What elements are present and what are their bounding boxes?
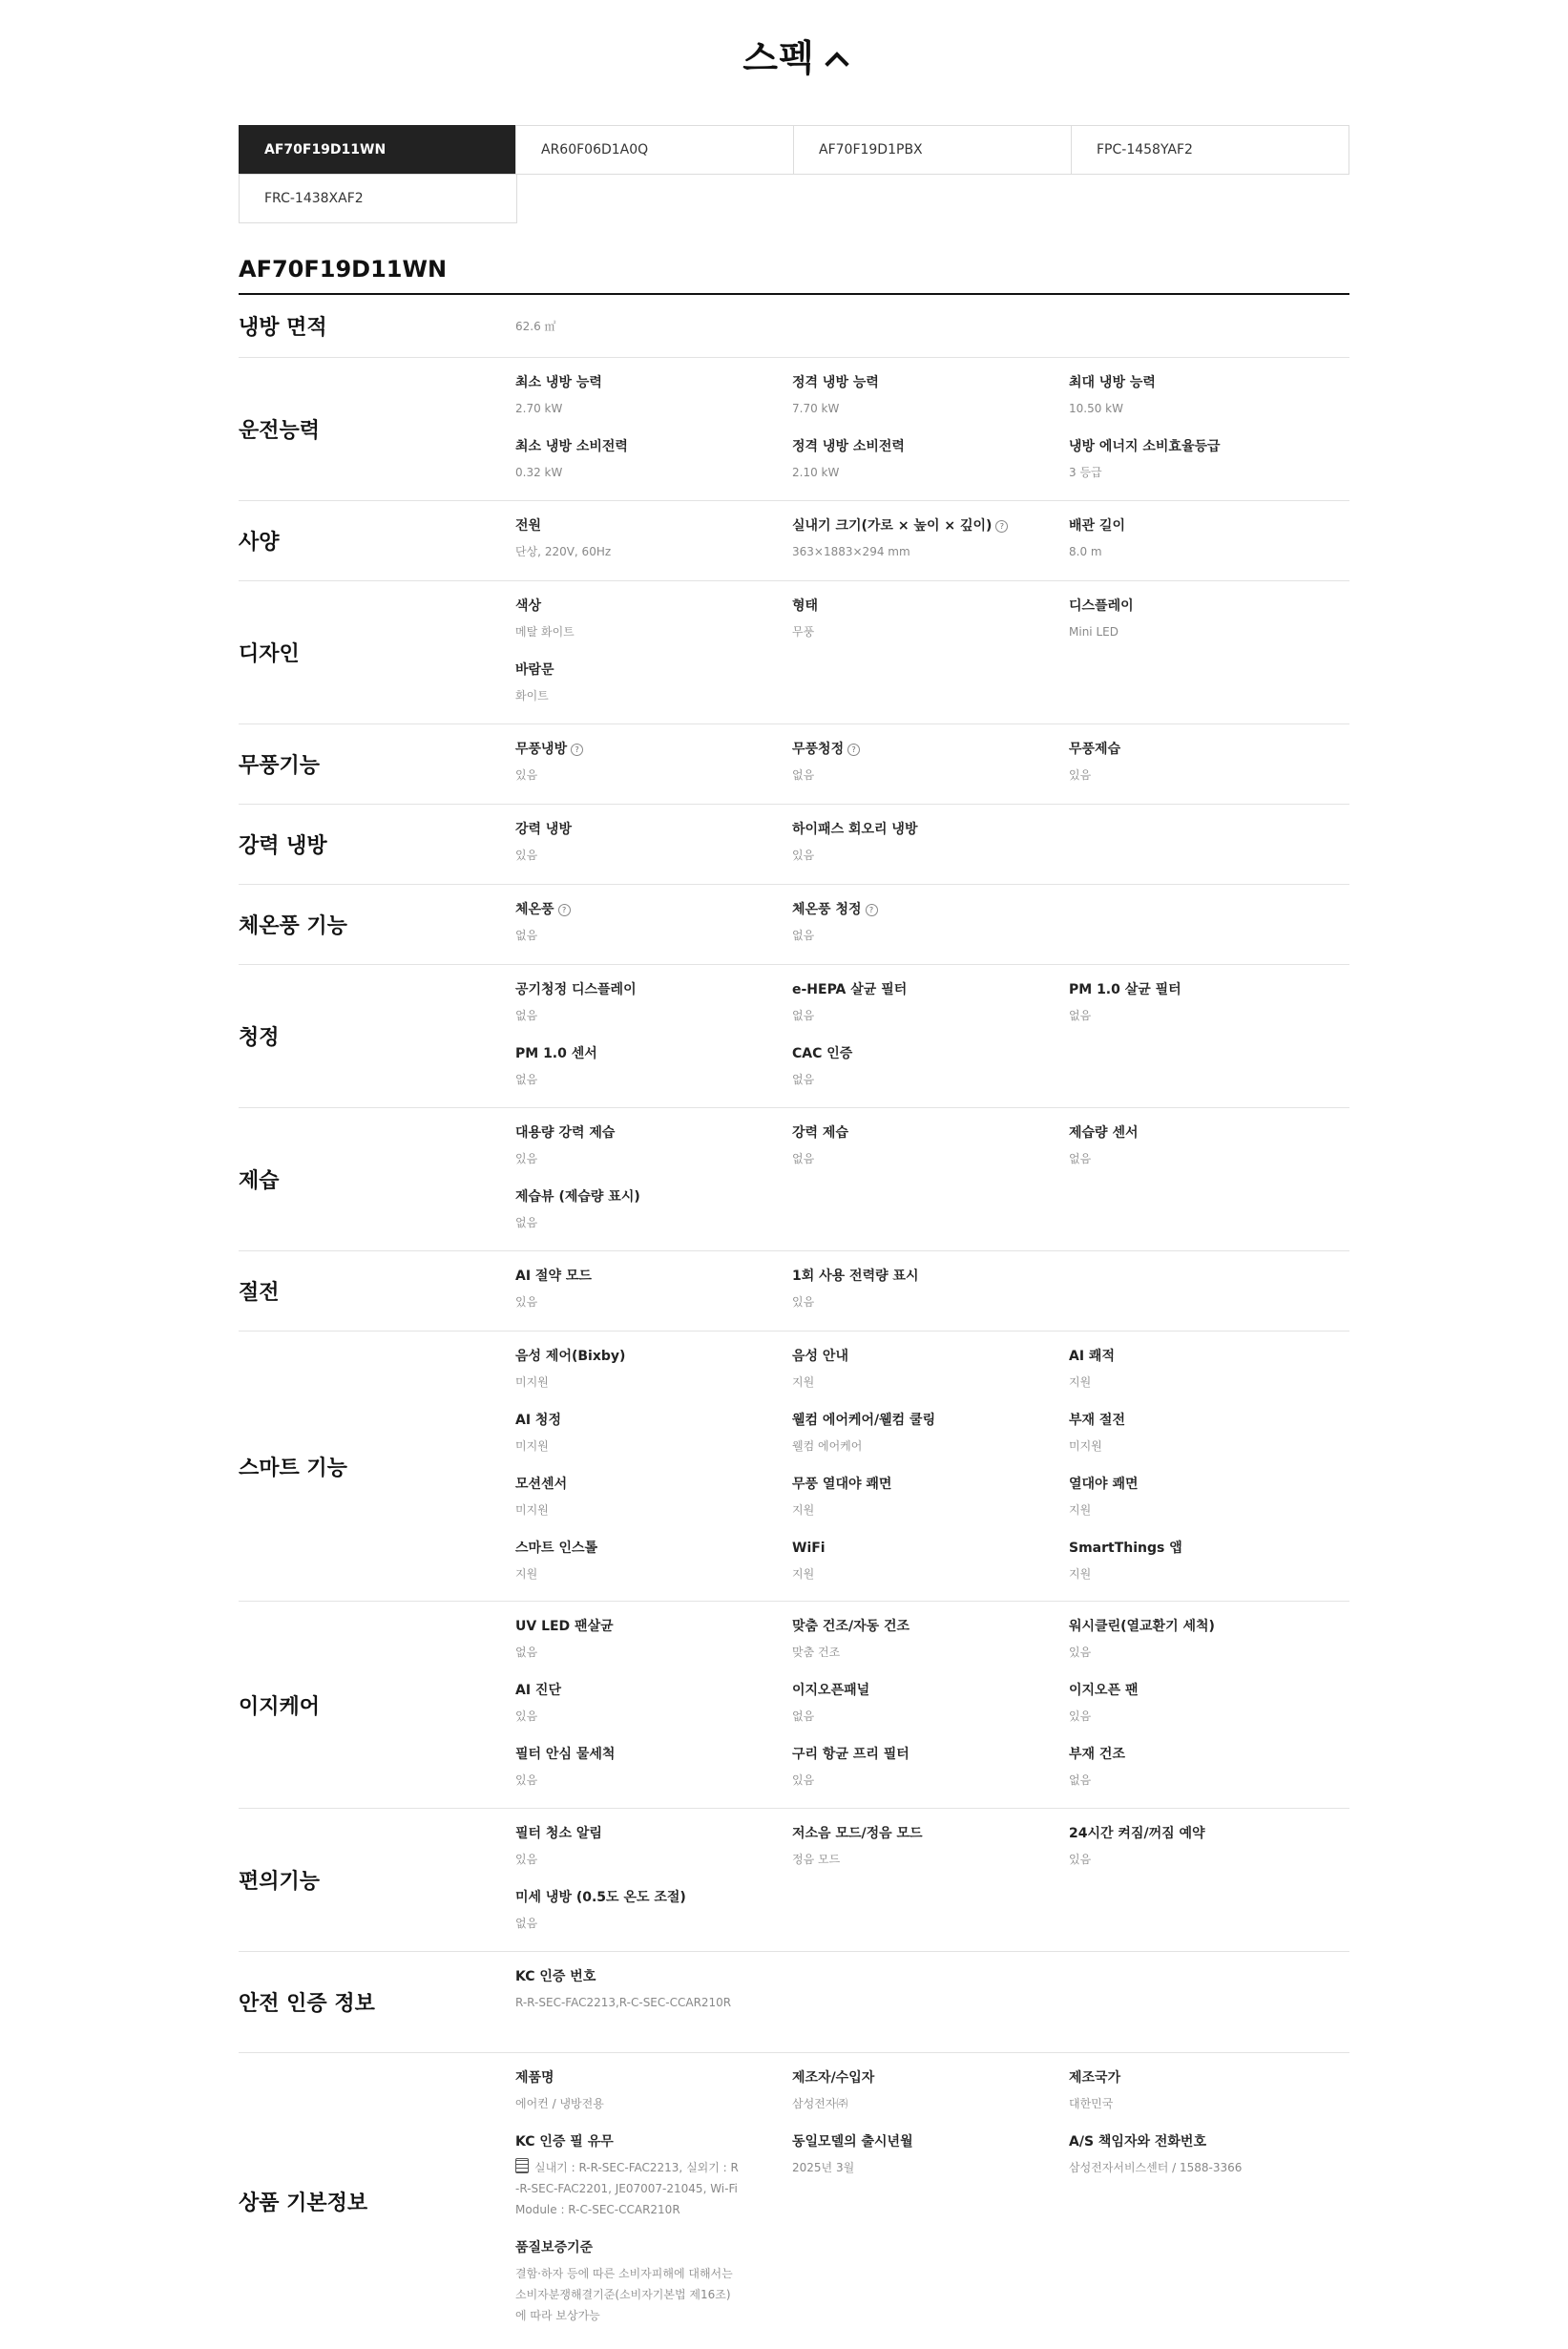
- spec-value: 없음: [1069, 1773, 1092, 1787]
- spec-label: 음성 제어(Bixby): [515, 1349, 626, 1364]
- spec-value: 무풍: [792, 625, 815, 639]
- spec-section: [239, 724, 1349, 805]
- spec-value: 있음: [515, 1152, 538, 1165]
- spec-value: 0.32 kW: [515, 466, 563, 479]
- spec-label: 동일모델의 출시년월: [792, 2134, 913, 2150]
- spec-label: 모션센서: [515, 1477, 568, 1492]
- tab-model-4[interactable]: FPC-1458YAF2: [1071, 125, 1349, 175]
- spec-label: 필터 안심 물세척: [515, 1747, 616, 1762]
- spec-value: 있음: [1069, 1646, 1092, 1659]
- section-title: 강력 냉방: [239, 834, 327, 858]
- help-icon[interactable]: ?: [558, 904, 571, 916]
- spec-label: 무풍냉방: [515, 742, 568, 757]
- spec-value: 지원: [792, 1567, 815, 1581]
- spec-label: 디스플레이: [1069, 598, 1134, 614]
- model-title: AF70F19D11WN: [239, 256, 448, 283]
- spec-label: 구리 항균 프리 필터: [792, 1747, 909, 1762]
- document-icon[interactable]: [515, 2158, 529, 2173]
- spec-label: A/S 책임자와 전화번호: [1069, 2134, 1206, 2150]
- spec-value: 없음: [792, 1709, 815, 1723]
- spec-label: KC 인증 필 유무: [515, 2134, 614, 2150]
- spec-title: 스펙: [742, 37, 815, 79]
- spec-value: 없음: [1069, 1009, 1092, 1022]
- help-icon[interactable]: ?: [847, 744, 860, 756]
- section-title: 절전: [239, 1281, 280, 1305]
- spec-label: 이지오픈 팬: [1069, 1683, 1139, 1698]
- spec-label: 무풍 열대야 쾌면: [792, 1477, 892, 1492]
- spec-label: 제습뷰 (제습량 표시): [515, 1189, 640, 1205]
- spec-value: 웰컴 에어케어: [792, 1439, 863, 1453]
- spec-section: [239, 1108, 1349, 1251]
- section-title: 스마트 기능: [239, 1456, 347, 1480]
- spec-value: 있음: [792, 1773, 815, 1787]
- spec-label: CAC 인증: [792, 1046, 853, 1061]
- spec-label: 정격 냉방 소비전력: [792, 439, 905, 454]
- spec-value: 2.70 kW: [515, 402, 563, 415]
- help-icon[interactable]: ?: [571, 744, 583, 756]
- section-title: 상품 기본정보: [239, 2191, 368, 2215]
- spec-label: AI 진단: [515, 1683, 561, 1698]
- spec-label: 체온풍 청정: [792, 902, 862, 917]
- spec-value: 363×1883×294 mm: [792, 545, 910, 558]
- spec-value: 없음: [792, 768, 815, 782]
- spec-label: 필터 청소 알림: [515, 1826, 602, 1841]
- spec-label: PM 1.0 살균 필터: [1069, 982, 1181, 997]
- spec-label: 1회 사용 전력량 표시: [792, 1269, 919, 1284]
- spec-label: 부재 건조: [1069, 1747, 1125, 1762]
- spec-value: 있음: [792, 1295, 815, 1309]
- spec-value: 2025년 3월: [792, 2161, 855, 2174]
- spec-value: 대한민국: [1069, 2097, 1114, 2110]
- spec-section: [239, 295, 1349, 358]
- spec-value: 맞춤 건조: [792, 1646, 841, 1659]
- spec-value: 없음: [515, 1216, 538, 1229]
- spec-value: 있음: [515, 1709, 538, 1723]
- spec-label: 하이패스 회오리 냉방: [792, 822, 918, 837]
- help-icon[interactable]: ?: [866, 904, 878, 916]
- spec-value: 없음: [515, 929, 538, 942]
- spec-label: WiFi: [792, 1541, 826, 1556]
- spec-label: 저소음 모드/정음 모드: [792, 1826, 923, 1841]
- spec-label: 배관 길이: [1069, 518, 1125, 534]
- spec-section: [239, 1332, 1349, 1602]
- spec-value: 없음: [792, 1073, 815, 1086]
- spec-section: [239, 885, 1349, 965]
- spec-value: 있음: [1069, 768, 1092, 782]
- spec-value: 삼성전자서비스센터 / 1588-3366: [1069, 2161, 1243, 2174]
- spec-section: [239, 1251, 1349, 1332]
- spec-label: 스마트 인스톨: [515, 1541, 598, 1556]
- section-title: 무풍기능: [239, 754, 321, 778]
- spec-section: [239, 1809, 1349, 1952]
- spec-value: 지원: [1069, 1375, 1092, 1389]
- spec-label: 제품명: [515, 2070, 554, 2086]
- section-title: 이지케어: [239, 1694, 321, 1719]
- section-title: 운전능력: [239, 419, 321, 443]
- spec-value: 8.0 m: [1069, 545, 1102, 558]
- spec-value: 화이트: [515, 689, 549, 703]
- spec-value: 없음: [515, 1073, 538, 1086]
- spec-label: 음성 안내: [792, 1349, 848, 1364]
- spec-label: 제습량 센서: [1069, 1125, 1139, 1141]
- tab-model-1[interactable]: AF70F19D11WN: [239, 125, 517, 175]
- chevron-up-icon[interactable]: [825, 52, 848, 75]
- spec-value: 7.70 kW: [792, 402, 840, 415]
- spec-value: 없음: [515, 1917, 538, 1930]
- spec-value: Mini LED: [1069, 625, 1119, 639]
- spec-section: [239, 581, 1349, 724]
- spec-header[interactable]: [239, 29, 1349, 81]
- spec-section: [239, 1602, 1349, 1809]
- spec-label: 24시간 켜짐/꺼짐 예약: [1069, 1826, 1205, 1841]
- section-title: 청정: [239, 1026, 280, 1050]
- spec-label: 열대야 쾌면: [1069, 1477, 1139, 1492]
- spec-label: 최소 냉방 능력: [515, 375, 602, 390]
- section-title: 제습: [239, 1169, 280, 1193]
- spec-label: 바람문: [515, 662, 554, 678]
- spec-label: SmartThings 앱: [1069, 1541, 1182, 1556]
- spec-label: e-HEPA 살균 필터: [792, 982, 908, 997]
- spec-value: 지원: [1069, 1567, 1092, 1581]
- spec-value: 지원: [1069, 1503, 1092, 1517]
- spec-value: 메탈 화이트: [515, 625, 575, 639]
- spec-value: 있음: [515, 1295, 538, 1309]
- section-title: 편의기능: [239, 1870, 321, 1894]
- spec-label: 이지오픈패널: [792, 1683, 870, 1698]
- spec-value: 2.10 kW: [792, 466, 840, 479]
- spec-label: 맞춤 건조/자동 건조: [792, 1619, 910, 1634]
- spec-value: 있음: [515, 849, 538, 862]
- spec-section: [239, 358, 1349, 501]
- spec-label: 공기청정 디스플레이: [515, 982, 637, 997]
- spec-value: 없음: [792, 1152, 815, 1165]
- spec-label: 전원: [515, 518, 542, 534]
- spec-value: 정음 모드: [792, 1853, 841, 1866]
- spec-label: 워시클린(열교환기 세척): [1069, 1619, 1215, 1634]
- spec-label: 정격 냉방 능력: [792, 375, 879, 390]
- spec-value: 미지원: [515, 1439, 549, 1453]
- spec-label: 냉방 에너지 소비효율등급: [1069, 439, 1221, 454]
- spec-label: 강력 제습: [792, 1125, 848, 1141]
- spec-label: 체온풍: [515, 902, 554, 917]
- spec-value: 있음: [792, 849, 815, 862]
- spec-label: 대용량 강력 제습: [515, 1125, 616, 1141]
- spec-value: 결함·하자 등에 따른 소비자피해에 대해서는 소비자분쟁해결기준(소비자기본법 제16조)에 따라 보상가능: [515, 2267, 733, 2322]
- spec-value: 미지원: [515, 1375, 549, 1389]
- spec-label: AI 쾌적: [1069, 1349, 1115, 1364]
- spec-value: 에어컨 / 냉방전용: [515, 2097, 604, 2110]
- spec-value: 3 등급: [1069, 466, 1102, 479]
- section-title: 냉방 면적: [239, 316, 327, 340]
- spec-value: 미지원: [1069, 1439, 1102, 1453]
- spec-value: R-R-SEC-FAC2213,R-C-SEC-CCAR210R: [515, 1996, 732, 2009]
- tab-model-2[interactable]: AR60F06D1A0Q: [515, 125, 794, 175]
- spec-label: 제조자/수입자: [792, 2070, 875, 2086]
- section-title: 사양: [239, 531, 280, 555]
- spec-label: 최소 냉방 소비전력: [515, 439, 628, 454]
- spec-label: AI 절약 모드: [515, 1269, 592, 1284]
- spec-value: 없음: [792, 929, 815, 942]
- spec-label: 품질보증기준: [515, 2240, 594, 2255]
- spec-table: [239, 295, 1349, 2349]
- spec-label: 강력 냉방: [515, 822, 572, 837]
- section-title: 안전 인증 정보: [239, 1992, 375, 2016]
- spec-label: 형태: [792, 598, 819, 614]
- spec-label: 무풍청정: [792, 742, 845, 757]
- spec-value: 없음: [515, 1646, 538, 1659]
- section-title: 디자인: [239, 642, 300, 666]
- spec-label: 실내기 크기(가로 × 높이 × 깊이): [792, 518, 993, 534]
- spec-label: 부재 절전: [1069, 1413, 1125, 1428]
- spec-label: 제조국가: [1069, 2070, 1121, 2086]
- spec-value: 지원: [515, 1567, 538, 1581]
- tab-model-5[interactable]: FRC-1438XAF2: [239, 174, 517, 223]
- spec-label: 무풍제습: [1069, 742, 1121, 757]
- spec-value: 없음: [1069, 1152, 1092, 1165]
- spec-value: 10.50 kW: [1069, 402, 1123, 415]
- spec-value: 있음: [1069, 1709, 1092, 1723]
- spec-value: 있음: [515, 768, 538, 782]
- section-title: 체온풍 기능: [239, 914, 347, 938]
- spec-label: 최대 냉방 능력: [1069, 375, 1156, 390]
- spec-value: 지원: [792, 1503, 815, 1517]
- spec-value: 실내기 : R-R-SEC-FAC2213, 실외기 : R-R-SEC-FAC2201, JE07007-21045, Wi-Fi Module : R-C-SEC-CCAR210R: [515, 2161, 739, 2216]
- spec-label: UV LED 팬살균: [515, 1619, 614, 1634]
- spec-label: 웰컴 에어케어/웰컴 쿨링: [792, 1413, 936, 1428]
- spec-value: 있음: [1069, 1853, 1092, 1866]
- spec-value: 62.6 ㎡: [515, 320, 556, 333]
- spec-section: [239, 805, 1349, 885]
- spec-section: [239, 501, 1349, 581]
- spec-label: KC 인증 번호: [515, 1969, 596, 1984]
- spec-value: 없음: [515, 1009, 538, 1022]
- spec-value: 지원: [792, 1375, 815, 1389]
- spec-label: PM 1.0 센서: [515, 1046, 597, 1061]
- spec-value: 없음: [792, 1009, 815, 1022]
- help-icon[interactable]: ?: [995, 520, 1008, 533]
- spec-label: 미세 냉방 (0.5도 온도 조절): [515, 1890, 686, 1905]
- spec-label: 색상: [515, 598, 542, 614]
- spec-section: [239, 965, 1349, 1108]
- spec-value: 있음: [515, 1773, 538, 1787]
- spec-value: 삼성전자㈜: [792, 2097, 848, 2110]
- spec-section: [239, 1952, 1349, 2053]
- spec-section: [239, 2053, 1349, 2349]
- spec-label: AI 청정: [515, 1413, 561, 1428]
- spec-value: 미지원: [515, 1503, 549, 1517]
- spec-value: 단상, 220V, 60Hz: [515, 545, 612, 558]
- spec-value: 있음: [515, 1853, 538, 1866]
- tab-model-3[interactable]: AF70F19D1PBX: [793, 125, 1072, 175]
